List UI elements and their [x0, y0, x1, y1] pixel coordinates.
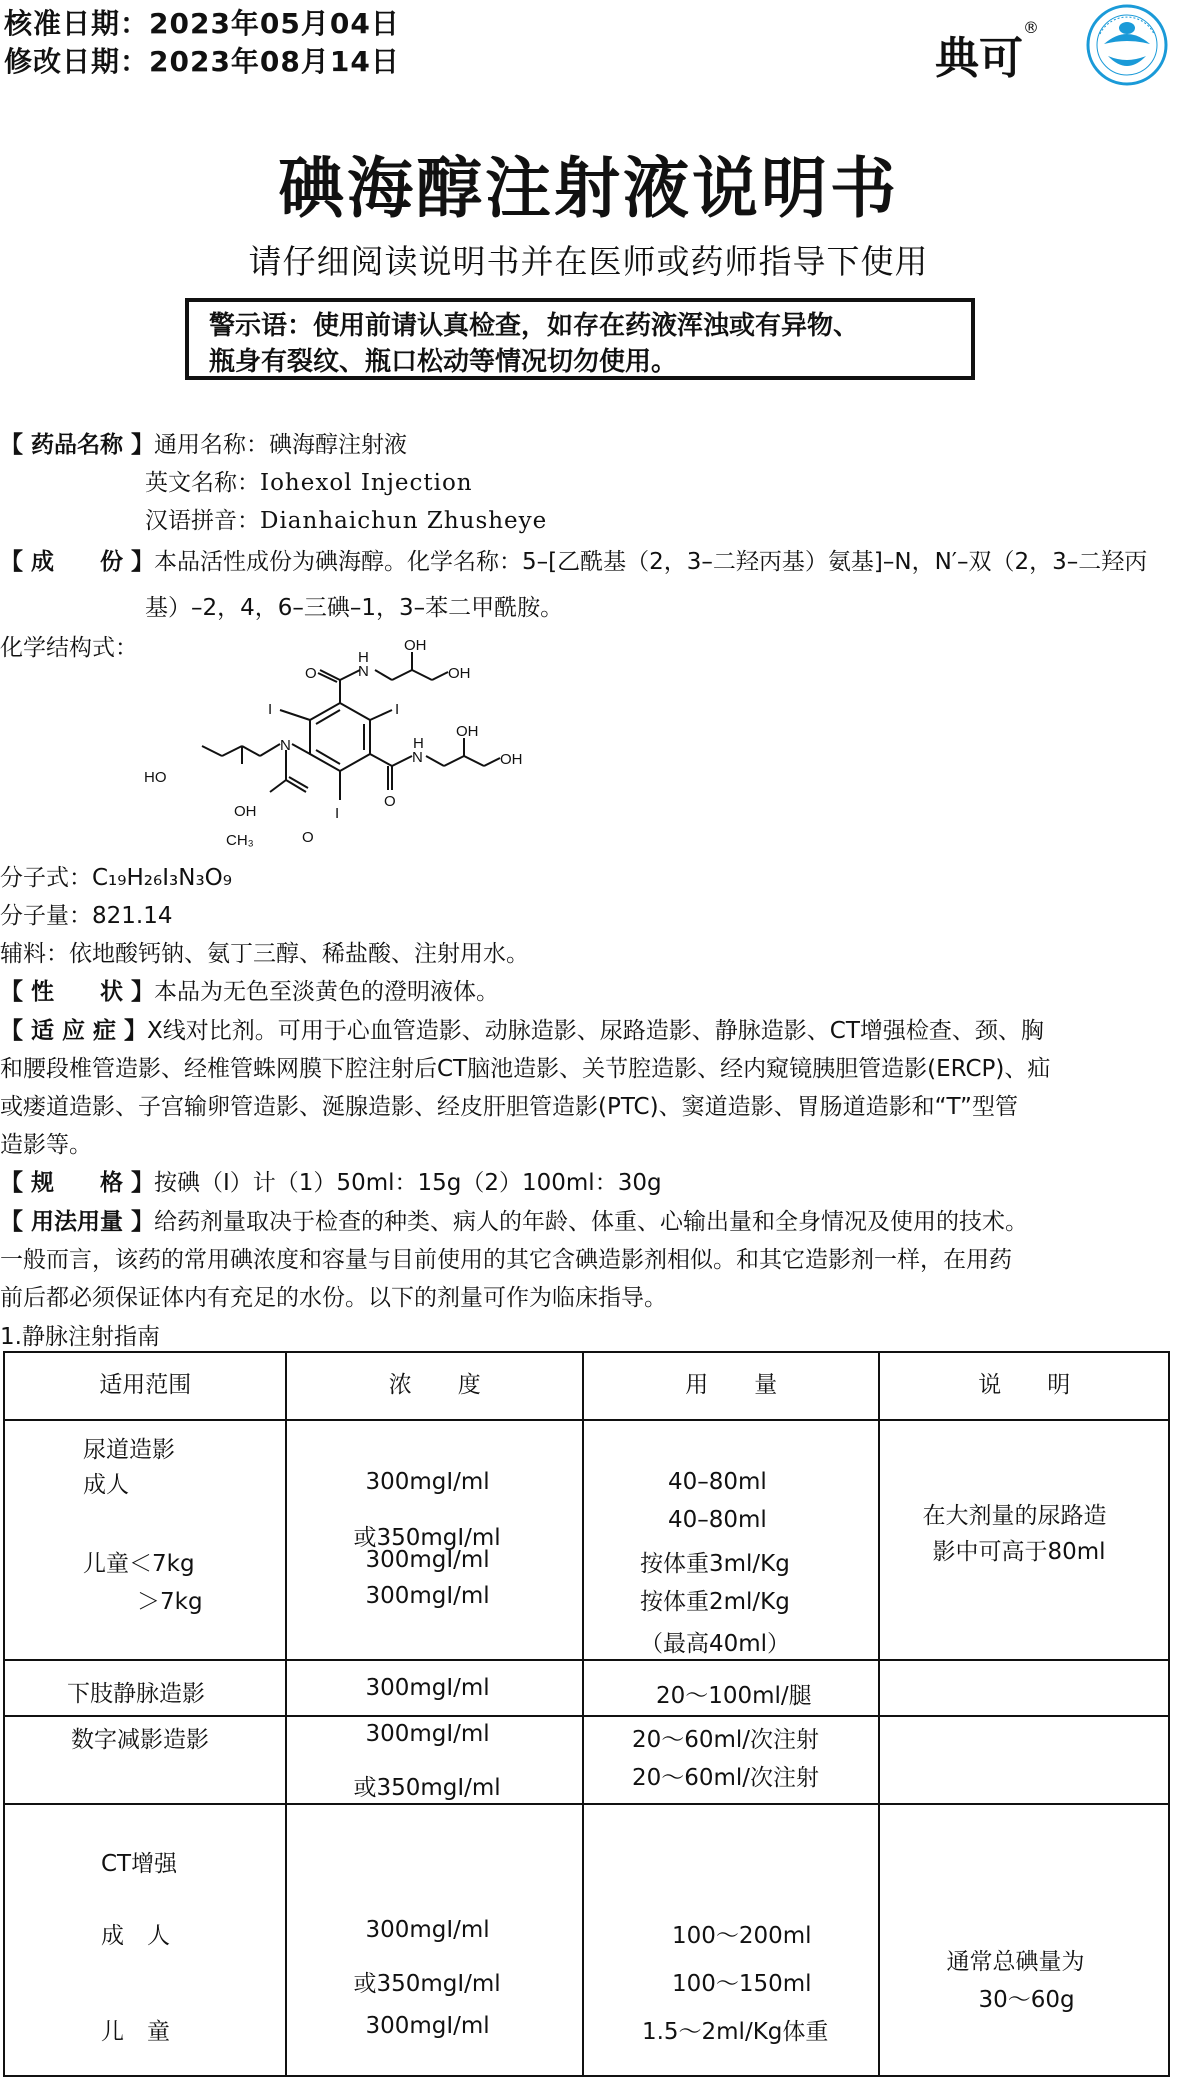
english-name: Iohexol Injection [260, 470, 473, 496]
table-cell-line: 300mgI/ml [365, 1547, 490, 1573]
table-cell-note [879, 1804, 1169, 2076]
table-cell-line: 30～60g [978, 1987, 1075, 2013]
table-cell-line: 成 人 [101, 1923, 170, 1949]
table-cell-line: （最高40ml） [639, 1631, 790, 1657]
table-cell-line: 100～200ml [671, 1923, 812, 1949]
table-cell-note [879, 1716, 1169, 1804]
table-cell-dose [583, 1716, 880, 1804]
atom-n-left: N [280, 737, 291, 754]
table-header-cell: 说 明 [879, 1352, 1169, 1420]
table-cell-line: 300mgI/ml [365, 1469, 490, 1495]
table-cell-line: 100～150ml [671, 1971, 812, 1997]
table-cell-line: 300mgI/ml [365, 1721, 490, 1747]
table-header-row [4, 1352, 1169, 1420]
table-cell-line: 或350mgI/ml [353, 1971, 501, 1997]
table-cell-line: 40–80ml [667, 1469, 767, 1495]
atom-oh-right-1: OH [456, 723, 479, 740]
warning-line-2: 瓶身有裂纹、瓶口松动等情况切勿使用。 [209, 347, 678, 377]
table-cell-line: 300mgI/ml [365, 1917, 490, 1943]
indications-heading: 【 适 应 症 】 [0, 1018, 148, 1044]
table-cell-line: 40–80ml [667, 1507, 767, 1533]
chemical-structure-diagram [130, 640, 550, 860]
registered-mark: ® [1023, 18, 1039, 37]
table-cell-conc [286, 1716, 583, 1804]
composition-row [0, 547, 1147, 577]
atom-o-top: O [305, 665, 317, 682]
table-cell-note [879, 1660, 1169, 1716]
formula-label: 分子式： [0, 865, 92, 891]
atom-n-top: N [358, 663, 369, 680]
specification-row [0, 1168, 662, 1198]
table-cell-line: 通常总碘量为 [946, 1949, 1085, 1975]
table-header-cell: 浓 度 [286, 1352, 583, 1420]
table-cell-scope [4, 1716, 286, 1804]
indications-line-1: X线对比剂。可用于心血管造影、动脉造影、尿路造影、静脉造影、CT增强检查、颈、胸 [147, 1018, 1044, 1044]
table-cell-line: 或350mgI/ml [353, 1525, 501, 1551]
table-row [4, 1660, 1169, 1716]
approval-date: 核准日期：2023年05月04日 [4, 7, 400, 40]
table-cell-line: 按体重3ml/Kg [639, 1551, 790, 1577]
revision-date: 修改日期：2023年08月14日 [4, 45, 400, 78]
iv-guide-title: 1.静脉注射指南 [0, 1324, 160, 1350]
table-cell-scope [4, 1420, 286, 1660]
atom-ch3: CH₃ [226, 832, 254, 849]
table-cell-line: 或350mgI/ml [353, 1775, 501, 1801]
english-name-label: 英文名称： [145, 470, 260, 496]
drug-name-heading: 【 药品名称 】 [0, 432, 155, 458]
table-cell-line: 300mgI/ml [365, 2013, 490, 2039]
document-subtitle: 请仔细阅读说明书并在医师或药师指导下使用 [248, 242, 929, 281]
atom-i-bottom: I [335, 805, 340, 822]
appearance-text: 本品为无色至淡黄色的澄明液体。 [154, 979, 500, 1005]
table-row [4, 1716, 1169, 1804]
indications-section [0, 1012, 1177, 1164]
table-cell-line: 1.5～2ml/Kg体重 [641, 2019, 829, 2045]
table-cell-line: 20～60ml/次注射 [631, 1765, 820, 1791]
molecular-weight-value: 821.14 [92, 903, 173, 929]
indications-line-4: 造影等。 [0, 1132, 92, 1158]
table-header-cell: 用 量 [583, 1352, 880, 1420]
dosage-line-2: 一般而言，该药的常用碘浓度和容量与目前使用的其它含碘造影剂相似。和其它造影剂一样，在用药 [0, 1247, 1012, 1273]
dosage-section [0, 1203, 1177, 1317]
warning-line-1: 警示语：使用前请认真检查，如存在药液浑浊或有异物、 [209, 311, 860, 341]
table-cell-line: 数字减影造影 [71, 1727, 209, 1753]
atom-i-left: I [268, 701, 273, 718]
generic-name: 通用名称：碘海醇注射液 [154, 432, 408, 458]
atom-o-bottom: O [302, 829, 314, 846]
table-cell-line: 20～60ml/次注射 [631, 1727, 820, 1753]
table-cell-line: 儿 童 [101, 2019, 170, 2045]
table-row [4, 1420, 1169, 1660]
indications-line-3: 或瘘道造影、子宫输卵管造影、涎腺造影、经皮肝胆管造影(PTC)、窦道造影、胃肠道造影和“T”型管 [0, 1094, 1018, 1120]
structure-label: 化学结构式： [0, 635, 138, 661]
document-title: 碘海醇注射液说明书 [278, 150, 899, 227]
dosage-line-3: 前后都必须保证体内有充足的水份。以下的剂量可作为临床指导。 [0, 1285, 667, 1311]
appearance-row [0, 977, 499, 1007]
table-cell-line: 20～100ml/腿 [655, 1683, 812, 1709]
table-cell-dose [583, 1804, 880, 2076]
specification-heading: 【 规 格 】 [0, 1170, 155, 1196]
table-cell-line: 下肢静脉造影 [67, 1681, 205, 1707]
atom-ho-left: HO [144, 769, 167, 786]
table-cell-line: 300mgI/ml [365, 1675, 490, 1701]
pinyin-name-row [145, 506, 547, 536]
drug-name-row [0, 430, 407, 460]
table-cell-dose [583, 1660, 880, 1716]
pinyin-name-label: 汉语拼音： [145, 508, 260, 534]
indications-line-2: 和腰段椎管造影、经椎管蛛网膜下腔注射后CT脑池造影、关节腔造影、经内窥镜胰胆管造影(ERCP)、疝 [0, 1056, 1051, 1082]
specification-text: 按碘（I）计（1）50ml：15g（2）100ml：30g [154, 1170, 662, 1196]
atom-oh-right-2: OH [500, 751, 523, 768]
formula-value: C₁₉H₂₆I₃N₃O₉ [92, 865, 232, 891]
excipients-row: 辅料：依地酸钙钠、氨丁三醇、稀盐酸、注射用水。 [0, 941, 529, 967]
composition-line-2: 基）–2，4，6–三碘–1，3–苯二甲酰胺。 [145, 595, 564, 621]
atom-i-right: I [395, 701, 400, 718]
atom-oh-top-1: OH [404, 640, 427, 654]
table-cell-conc [286, 1660, 583, 1716]
composition-heading: 【 成 份 】 [0, 549, 155, 575]
pinyin-name: Dianhaichun Zhusheye [260, 508, 548, 534]
table-row [4, 1804, 1169, 2076]
brand-text: 典可 [935, 33, 1023, 84]
atom-h-top: H [358, 649, 369, 666]
molecular-weight-label: 分子量： [0, 903, 92, 929]
table-cell-line: ＞7kg [137, 1589, 203, 1615]
table-cell-line: 儿童＜7kg [83, 1551, 195, 1577]
atom-oh-top-2: OH [448, 665, 471, 682]
brand-name [935, 18, 1039, 86]
dosage-table [3, 1351, 1170, 2077]
atom-n-right: N [412, 749, 423, 766]
table-cell-line: 在大剂量的尿路造 [922, 1503, 1107, 1529]
appearance-heading: 【 性 状 】 [0, 979, 155, 1005]
table-cell-note [879, 1420, 1169, 1660]
consistency-evaluation-logo-icon [1086, 4, 1168, 86]
table-cell-scope [4, 1804, 286, 2076]
atom-oh-left: OH [234, 803, 257, 820]
table-cell-line: 影中可高于80ml [932, 1539, 1106, 1565]
molecular-weight-row [0, 901, 172, 931]
table-cell-line: 按体重2ml/Kg [639, 1589, 790, 1615]
table-cell-scope [4, 1660, 286, 1716]
english-name-row [145, 468, 473, 498]
dosage-heading: 【 用法用量 】 [0, 1209, 155, 1235]
table-header-cell: 适用范围 [4, 1352, 286, 1420]
table-cell-line: 300mgI/ml [365, 1583, 490, 1609]
atom-h-right: H [413, 735, 424, 752]
composition-line-1: 本品活性成份为碘海醇。化学名称：5–[乙酰基（2，3–二羟丙基）氨基]–N，N′–双（2，3–二羟丙 [154, 549, 1148, 575]
table-cell-conc [286, 1420, 583, 1660]
warning-box [185, 298, 975, 380]
table-cell-line: 成人 [83, 1472, 129, 1498]
formula-row [0, 863, 232, 893]
table-cell-line: 尿道造影 [83, 1437, 175, 1463]
table-cell-conc [286, 1804, 583, 2076]
atom-o-right: O [384, 793, 396, 810]
table-cell-line: CT增强 [101, 1851, 178, 1877]
table-cell-dose [583, 1420, 880, 1660]
dosage-line-1: 给药剂量取决于检查的种类、病人的年龄、体重、心输出量和全身情况及使用的技术。 [154, 1209, 1029, 1235]
